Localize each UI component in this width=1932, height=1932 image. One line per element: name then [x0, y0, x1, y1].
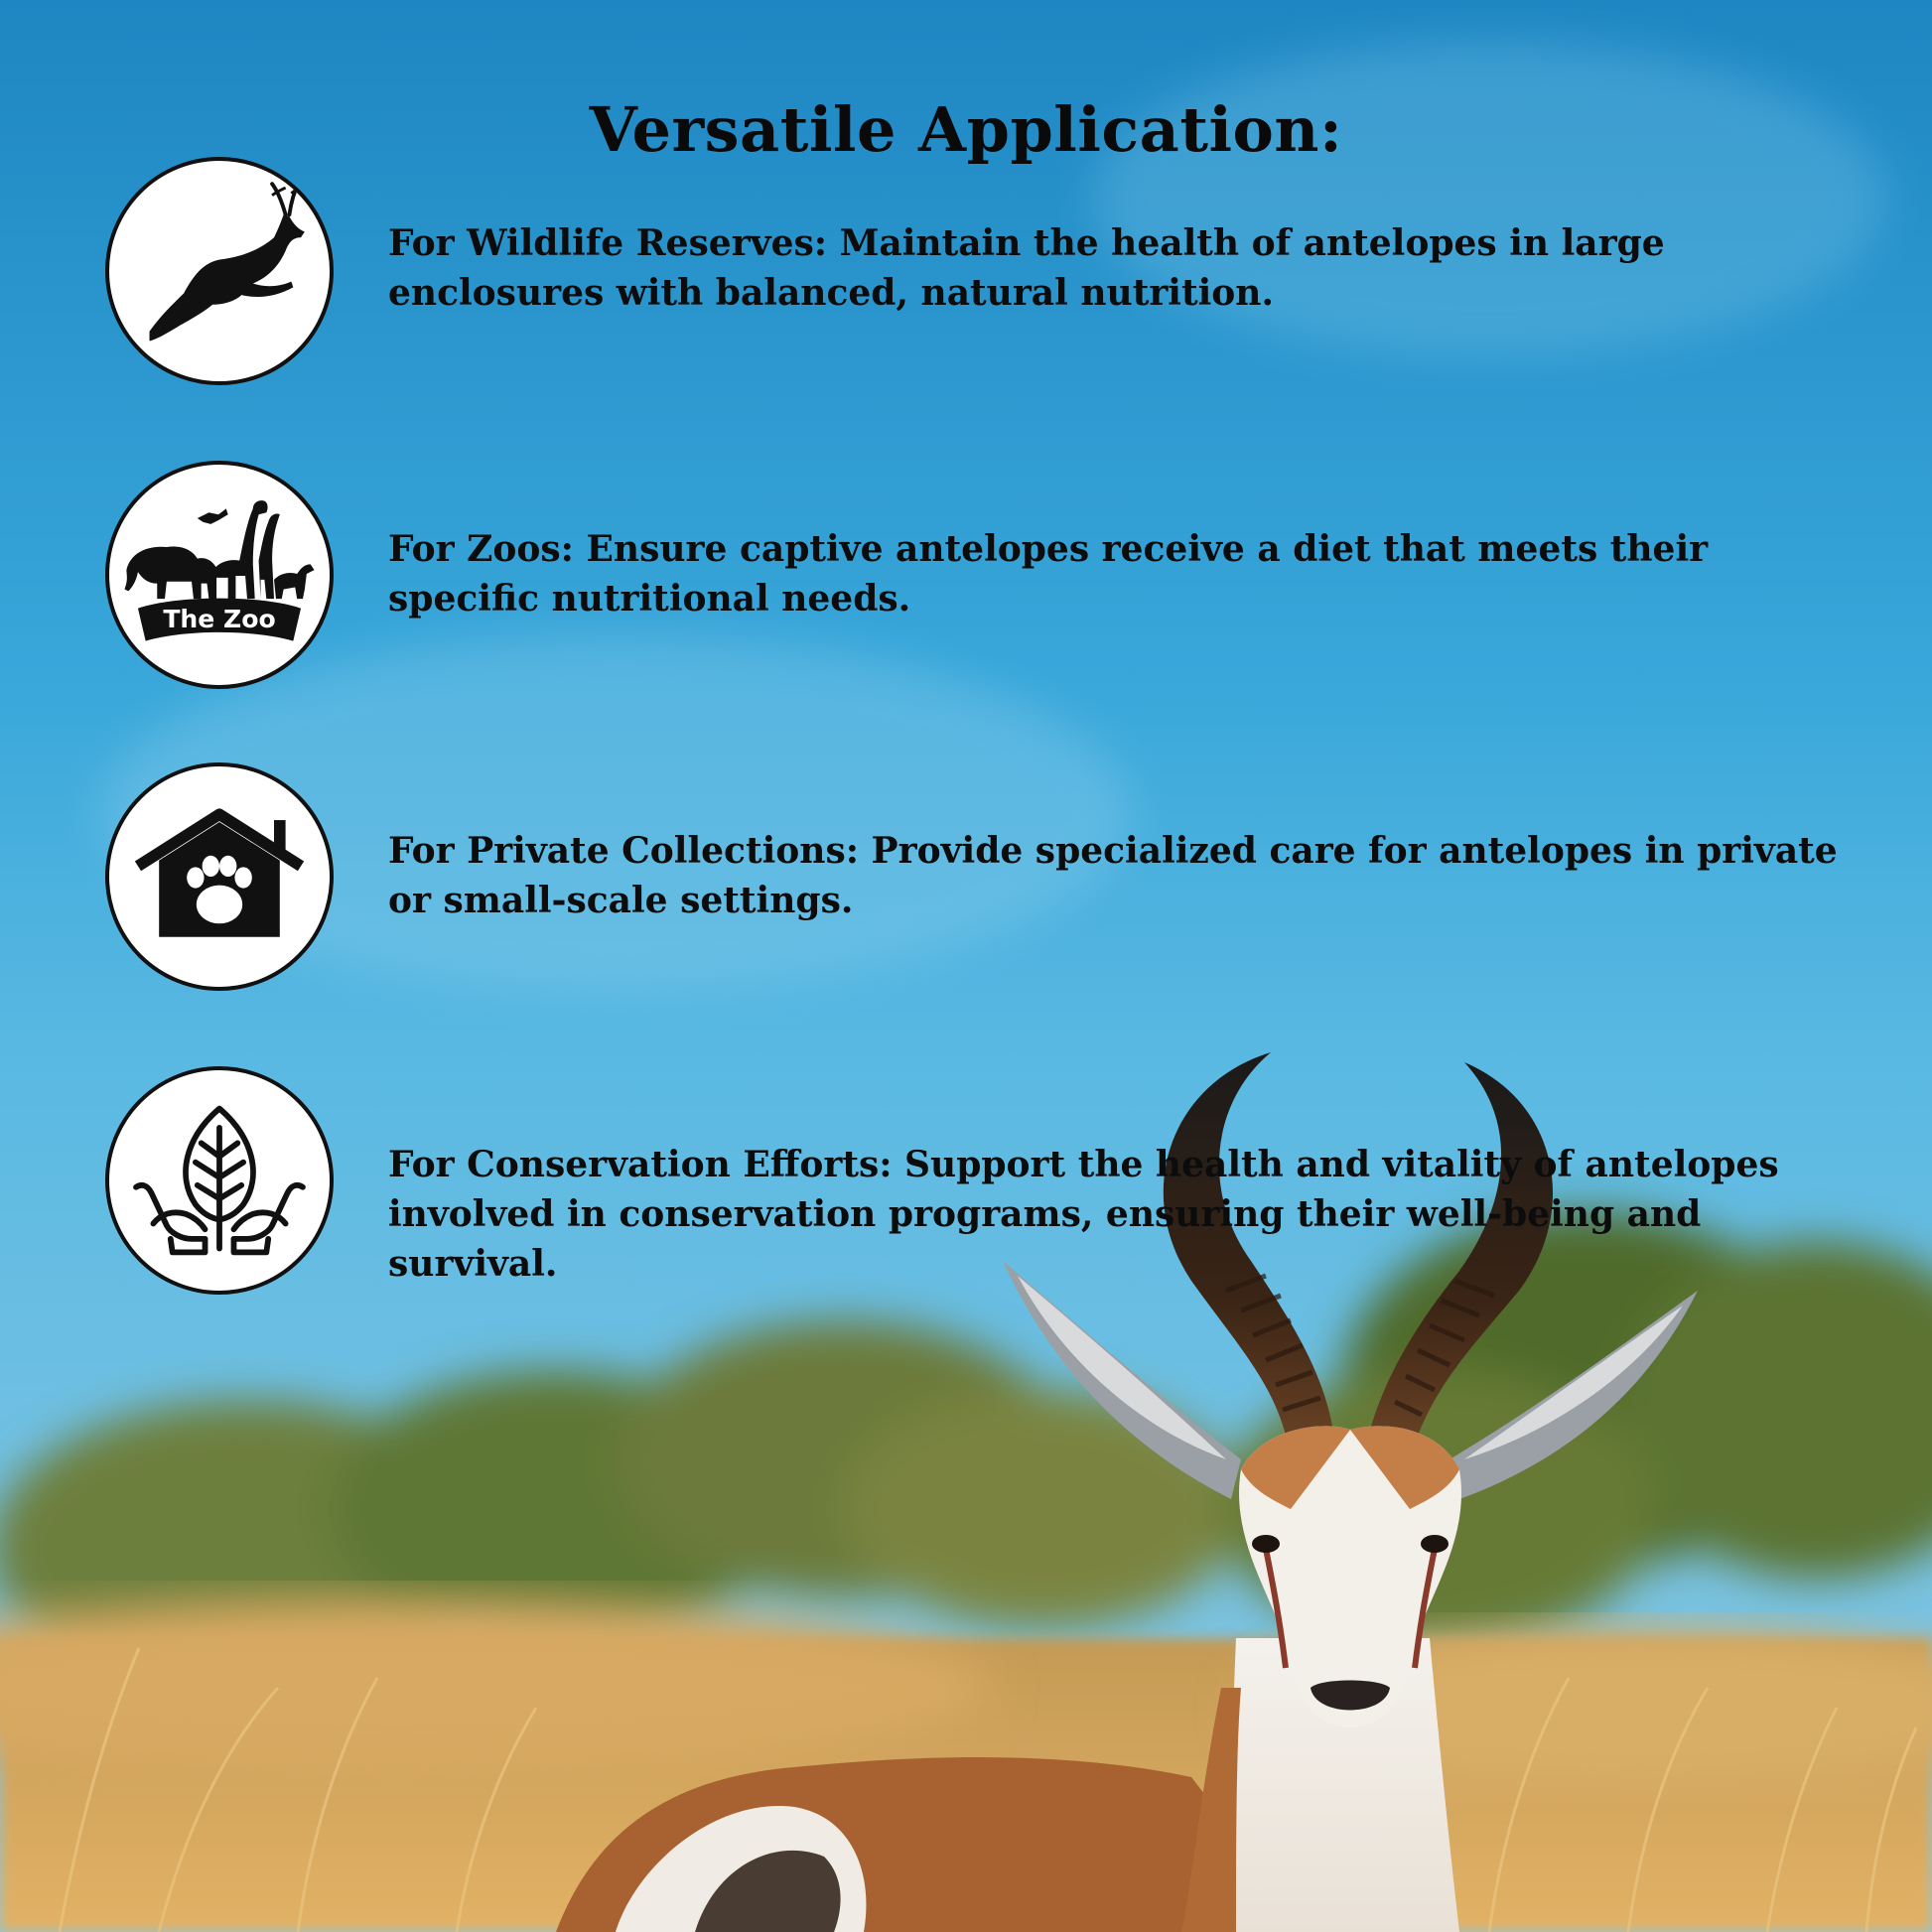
leaping-antelope-icon	[105, 157, 334, 385]
list-item-conservation-efforts: For Conservation Efforts: Support the health and vitality of antelopes involved in conservation programs, ensuring their well-being and survival.	[388, 1144, 1779, 1285]
zoo-badge-label: The Zoo	[163, 605, 276, 634]
list-item-wildlife-reserves: For Wildlife Reserves: Maintain the health of antelopes in large enclosures with balanced, natural nutrition.	[388, 222, 1665, 314]
house-paw-icon	[105, 762, 334, 991]
leaf-hands-icon	[105, 1066, 334, 1295]
zoo-animals-icon	[105, 461, 334, 689]
list-item-private-collections: For Private Collections: Provide specialized care for antelopes in private or small-scale settings.	[388, 830, 1838, 921]
list-item-zoos: For Zoos: Ensure captive antelopes receive a diet that meets their specific nutritional needs.	[388, 528, 1709, 620]
page-title: Versatile Application:	[589, 92, 1343, 166]
